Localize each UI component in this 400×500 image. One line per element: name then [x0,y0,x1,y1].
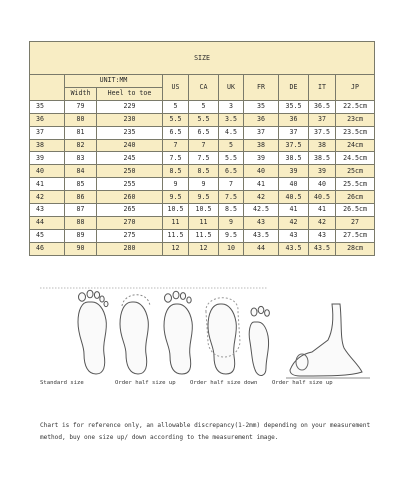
cell-size: 42 [30,191,65,204]
cell-fr: 40 [244,165,279,178]
disclaimer-note [40,420,380,444]
table-row [30,242,375,255]
cell-ca: 9.5 [189,191,219,204]
header-uk: UK [219,75,244,101]
cell-it: 38.5 [309,152,336,165]
cell-heel-to-toe: 229 [97,100,163,113]
cell-jp: 22.5cm [336,100,375,113]
cell-size: 37 [30,126,65,139]
cell-fr: 36 [244,113,279,126]
cell-size: 46 [30,242,65,255]
cell-jp: 28cm [336,242,375,255]
cell-fr: 39 [244,152,279,165]
cell-us: 7.5 [163,152,189,165]
header-jp: JP [336,75,375,101]
cell-fr: 42 [244,191,279,204]
header-width: Width [65,87,97,100]
cell-us: 9.5 [163,191,189,204]
cell-de: 41 [279,204,309,217]
unit-label: UNIT:MM [65,75,163,88]
foot-sole-icon [206,298,240,374]
cell-us: 5 [163,100,189,113]
header-de: DE [279,75,309,101]
cell-jp: 27.5cm [336,229,375,242]
cell-uk: 5.5 [219,152,244,165]
cell-de: 35.5 [279,100,309,113]
cell-jp: 24.5cm [336,152,375,165]
table-row [30,152,375,165]
cell-width: 88 [65,216,97,229]
caption-standard-size: Standard size [40,380,84,386]
table-row [30,178,375,191]
cell-size: 40 [30,165,65,178]
cell-it: 39 [309,165,336,178]
size-index-header [30,75,65,101]
table-title-row [30,42,375,75]
caption-half-size-up: Order half size up [115,380,176,386]
cell-it: 38 [309,139,336,152]
cell-width: 83 [65,152,97,165]
toe-fit-icon [249,306,269,375]
cell-de: 37.5 [279,139,309,152]
cell-fr: 44 [244,242,279,255]
cell-uk: 10 [219,242,244,255]
cell-us: 11.5 [163,229,189,242]
cell-fr: 37 [244,126,279,139]
cell-fr: 41 [244,178,279,191]
cell-de: 37 [279,126,309,139]
cell-width: 81 [65,126,97,139]
cell-size: 39 [30,152,65,165]
table-row [30,191,375,204]
cell-uk: 7 [219,178,244,191]
cell-it: 37 [309,113,336,126]
cell-width: 79 [65,100,97,113]
cell-heel-to-toe: 245 [97,152,163,165]
cell-it: 40 [309,178,336,191]
cell-fr: 42.5 [244,204,279,217]
cell-heel-to-toe: 255 [97,178,163,191]
table-header-row [30,75,375,88]
cell-width: 90 [65,242,97,255]
cell-size: 44 [30,216,65,229]
cell-size: 36 [30,113,65,126]
cell-us: 6.5 [163,126,189,139]
cell-heel-to-toe: 230 [97,113,163,126]
note-line-2: method, buy one size up/ down according to the measurement image. [40,434,279,441]
cell-jp: 27 [336,216,375,229]
foot-sole-icon [164,291,192,374]
cell-us: 5.5 [163,113,189,126]
cell-width: 89 [65,229,97,242]
cell-uk: 8.5 [219,204,244,217]
table-row [30,216,375,229]
cell-size: 38 [30,139,65,152]
cell-us: 7 [163,139,189,152]
cell-de: 43 [279,229,309,242]
foot-sole-icon [78,290,108,374]
cell-ca: 5.5 [189,113,219,126]
cell-de: 38.5 [279,152,309,165]
cell-de: 40 [279,178,309,191]
cell-size: 35 [30,100,65,113]
cell-uk: 9.5 [219,229,244,242]
cell-it: 37.5 [309,126,336,139]
cell-it: 43.5 [309,242,336,255]
caption-half-size-down: Order half size down [190,380,258,386]
cell-heel-to-toe: 265 [97,204,163,217]
cell-fr: 43.5 [244,229,279,242]
cell-de: 40.5 [279,191,309,204]
table-title: SIZE [30,42,375,75]
cell-ca: 6.5 [189,126,219,139]
header-us: US [163,75,189,101]
cell-fr: 35 [244,100,279,113]
cell-ca: 11.5 [189,229,219,242]
table-row [30,204,375,217]
cell-uk: 5 [219,139,244,152]
cell-heel-to-toe: 275 [97,229,163,242]
table-row [30,229,375,242]
cell-us: 8.5 [163,165,189,178]
cell-it: 41 [309,204,336,217]
cell-heel-to-toe: 250 [97,165,163,178]
table-row [30,126,375,139]
cell-ca: 11 [189,216,219,229]
cell-ca: 5 [189,100,219,113]
cell-it: 40.5 [309,191,336,204]
cell-uk: 3 [219,100,244,113]
cell-size: 45 [30,229,65,242]
cell-heel-to-toe: 235 [97,126,163,139]
cell-heel-to-toe: 280 [97,242,163,255]
cell-us: 11 [163,216,189,229]
cell-us: 12 [163,242,189,255]
cell-jp: 25cm [336,165,375,178]
cell-jp: 24cm [336,139,375,152]
header-fr: FR [244,75,279,101]
tape-measure-icon [286,304,370,378]
cell-de: 39 [279,165,309,178]
cell-width: 80 [65,113,97,126]
cell-heel-to-toe: 240 [97,139,163,152]
cell-ca: 7 [189,139,219,152]
note-line-1: Chart is for reference only, an allowable discrepancy(1-2mm) depending on your measurement [40,422,371,429]
cell-us: 9 [163,178,189,191]
table-row [30,100,375,113]
size-chart-table [29,41,375,256]
cell-heel-to-toe: 260 [97,191,163,204]
cell-uk: 9 [219,216,244,229]
cell-width: 85 [65,178,97,191]
cell-width: 86 [65,191,97,204]
cell-jp: 26cm [336,191,375,204]
cell-de: 42 [279,216,309,229]
foot-sole-icon [120,295,150,374]
cell-jp: 23.5cm [336,126,375,139]
cell-ca: 8.5 [189,165,219,178]
cell-width: 84 [65,165,97,178]
cell-jp: 23cm [336,113,375,126]
header-ca: CA [189,75,219,101]
cell-jp: 25.5cm [336,178,375,191]
table-row [30,165,375,178]
cell-ca: 12 [189,242,219,255]
cell-ca: 10.5 [189,204,219,217]
cell-uk: 6.5 [219,165,244,178]
cell-de: 43.5 [279,242,309,255]
cell-heel-to-toe: 270 [97,216,163,229]
cell-size: 43 [30,204,65,217]
cell-uk: 4.5 [219,126,244,139]
cell-it: 43 [309,229,336,242]
cell-uk: 3.5 [219,113,244,126]
cell-jp: 26.5cm [336,204,375,217]
cell-width: 82 [65,139,97,152]
cell-uk: 7.5 [219,191,244,204]
cell-fr: 43 [244,216,279,229]
cell-ca: 9 [189,178,219,191]
cell-fr: 38 [244,139,279,152]
header-heel-to-toe: Heel to toe [97,87,163,100]
header-it: IT [309,75,336,101]
cell-size: 41 [30,178,65,191]
caption-half-size-up-2: Order half size up [272,380,333,386]
cell-it: 42 [309,216,336,229]
cell-us: 10.5 [163,204,189,217]
table-row [30,139,375,152]
cell-width: 87 [65,204,97,217]
cell-it: 36.5 [309,100,336,113]
cell-de: 36 [279,113,309,126]
table-row [30,113,375,126]
cell-ca: 7.5 [189,152,219,165]
